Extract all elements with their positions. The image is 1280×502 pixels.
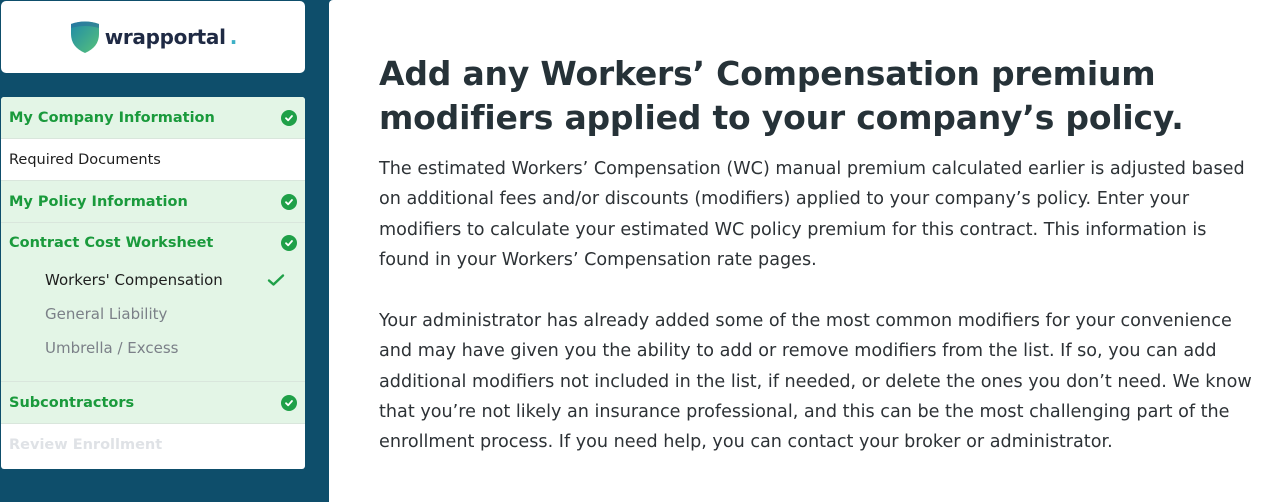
shield-logo-icon xyxy=(69,20,101,54)
nav-item-review-enrollment xyxy=(1,424,305,466)
logo-text: wrapportal xyxy=(104,25,226,49)
wrapportal-logo[interactable] xyxy=(69,20,238,54)
nav-item-company-information[interactable] xyxy=(1,97,305,139)
intro-paragraph: The estimated Workers’ Compensation (WC) manual premium calculated earlier is adjusted based on additional fees and/or discounts (modifiers) applied to your company’s policy. Enter your modifiers to calculate your estimated WC policy premium for this contract. This information is found in your Workers’ Compensation rate pages. xyxy=(379,159,1245,270)
sub-item-label: Umbrella / Excess xyxy=(45,339,179,357)
checkmark-icon xyxy=(267,273,285,287)
check-circle-icon xyxy=(281,235,297,251)
sub-item-workers-compensation[interactable] xyxy=(1,263,305,297)
page-title: Add any Workers’ Compensation premium modifiers applied to your company’s policy. xyxy=(379,54,1184,137)
sub-item-label: Workers' Compensation xyxy=(45,271,223,289)
logo-card xyxy=(1,1,305,73)
sub-item-label: General Liability xyxy=(45,305,168,323)
nav-item-label: My Policy Information xyxy=(9,193,188,210)
check-circle-icon xyxy=(281,395,297,411)
nav-item-policy-information[interactable] xyxy=(1,181,305,223)
help-paragraph: Your administrator has already added some of the most common modifiers for your convenience and may have given you the ability to add or remove modifiers from the list. If so, you can add additional modifiers not included in the list, if needed, or delete the ones you don’t need. We know that you’re not likely an insurance professional, and this can be the most challenging part of the enrollment process. If you need help, you can contact your broker or administrator. xyxy=(379,311,1252,453)
nav-item-label: My Company Information xyxy=(9,109,215,126)
sub-item-umbrella-excess[interactable] xyxy=(1,331,305,365)
nav-item-subcontractors[interactable] xyxy=(1,382,305,424)
check-circle-icon xyxy=(281,194,297,210)
sub-item-general-liability[interactable] xyxy=(1,297,305,331)
contract-cost-worksheet-group xyxy=(1,223,305,382)
logo-dot: . xyxy=(229,25,238,49)
main-content xyxy=(329,0,1280,502)
nav-item-label: Subcontractors xyxy=(9,394,135,411)
nav-item-label: Review Enrollment xyxy=(9,437,163,453)
enrollment-nav xyxy=(1,97,305,469)
check-circle-icon xyxy=(281,110,297,126)
nav-item-label: Contract Cost Worksheet xyxy=(9,235,214,251)
nav-item-required-documents[interactable] xyxy=(1,139,305,181)
nav-item-label: Required Documents xyxy=(9,151,161,168)
nav-item-contract-cost-worksheet[interactable] xyxy=(1,223,305,263)
